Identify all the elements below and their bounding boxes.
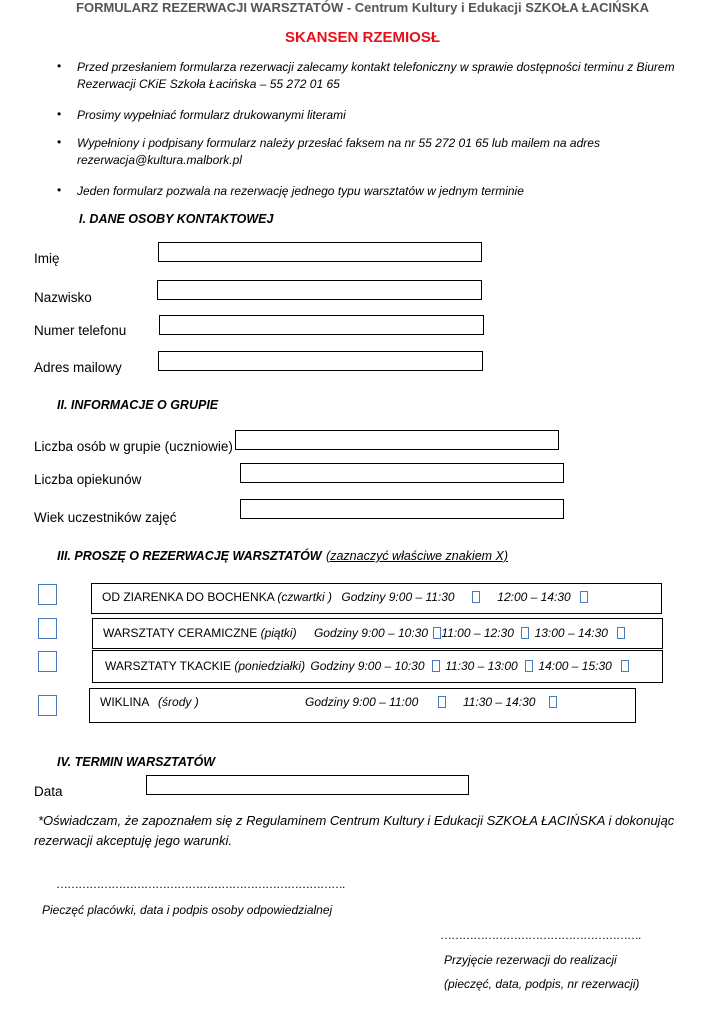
workshop-name: WARSZTATY TKACKIE [105, 659, 232, 673]
workshop-hours: Godziny 9:00 – 10:30 [313, 626, 429, 640]
label-guardians: Liczba opiekunów [34, 472, 142, 487]
bullet-marker: • [57, 59, 62, 73]
label-group-size: Liczba osób w grupie (uczniowie) [34, 439, 233, 454]
label-email: Adres mailowy [34, 360, 122, 375]
form-header: FORMULARZ REZERWACJI WARSZTATÓW - Centrum Kultury i Edukacji SZKOŁA ŁACIŃSKA [76, 0, 649, 15]
declaration-line1: *Oświadczam, że zapoznałem się z Regulaminem Centrum Kultury i Edukacji SZKOŁA ŁACIŃSKA i dokonując [38, 813, 675, 828]
first-name-field[interactable] [158, 242, 482, 262]
slot-checkbox[interactable] [525, 660, 533, 672]
workshop-checkbox-weaving[interactable] [38, 651, 57, 672]
section-group-heading: II. INFORMACJE O GRUPIE [57, 398, 219, 412]
slot-checkbox[interactable] [472, 591, 480, 603]
slot-checkbox[interactable] [580, 591, 588, 603]
workshop-day: (piątki) [260, 626, 297, 640]
age-field[interactable] [240, 499, 564, 519]
label-last-name: Nazwisko [34, 290, 92, 305]
slot-checkbox[interactable] [549, 696, 557, 708]
signature-dots-right: ………………………………………………. [440, 928, 641, 942]
bullet-marker: • [57, 183, 62, 197]
workshop-row-wicker-content [100, 695, 557, 709]
section-date-heading: IV. TERMIN WARSZTATÓW [57, 755, 216, 769]
label-first-name: Imię [34, 251, 60, 266]
bullet-contact-line2: Rezerwacji CKiE Szkoła Łacińska – 55 272 01 65 [77, 77, 340, 91]
workshop-day: (środy ) [158, 695, 199, 709]
guardians-field[interactable] [240, 463, 564, 483]
section-booking-heading-row [57, 547, 508, 565]
section-booking-heading: III. PROSZĘ O REZERWACJĘ WARSZTATÓW [57, 549, 322, 563]
slot-checkbox[interactable] [621, 660, 629, 672]
bullet-print-letters: Prosimy wypełniać formularz drukowanymi literami [77, 108, 346, 122]
workshop-name: WIKLINA [100, 695, 149, 709]
declaration-line2: rezerwacji akceptuję jego warunki. [34, 833, 232, 848]
label-age: Wiek uczestników zajęć [34, 510, 177, 525]
workshop-slot: 11:00 – 12:30 [441, 626, 514, 640]
workshop-slot: 11:30 – 14:30 [462, 695, 536, 709]
group-size-field[interactable] [235, 430, 559, 450]
last-name-field[interactable] [157, 280, 482, 300]
date-field[interactable] [146, 775, 469, 795]
slot-checkbox[interactable] [521, 627, 529, 639]
booking-note: (zaznaczyć właściwe znakiem X) [326, 549, 509, 563]
stamp-signature-label: Pieczęć placówki, data i podpis osoby odpowiedzialnej [42, 903, 333, 917]
workshop-row-ceramics-content [103, 626, 625, 640]
bullet-send-line1: Wypełniony i podpisany formularz należy przesłać faksem na nr 55 272 01 65 lub mailem na adres [77, 136, 600, 150]
bullet-one-form: Jeden formularz pozwala na rezerwację jednego typu warsztatów w jednym terminie [77, 184, 524, 198]
label-date: Data [34, 784, 63, 799]
workshop-hours: Godziny 9:00 – 11:00 [305, 695, 419, 709]
workshop-hours: Godziny 9:00 – 10:30 [310, 659, 425, 673]
section-contact-heading: I. DANE OSOBY KONTAKTOWEJ [79, 212, 274, 226]
workshop-row-weaving-content [105, 659, 629, 673]
bullet-marker: • [57, 135, 62, 149]
workshop-row-bread-content [102, 590, 588, 604]
workshop-slot: 12:00 – 14:30 [497, 590, 571, 604]
phone-field[interactable] [159, 315, 484, 335]
bullet-send-line2: rezerwacja@kultura.malbork.pl [77, 153, 242, 167]
slot-checkbox[interactable] [432, 660, 440, 672]
workshop-slot: 13:00 – 14:30 [534, 626, 608, 640]
accept-label: Przyjęcie rezerwacji do realizacji [444, 953, 617, 967]
form-title: SKANSEN RZEMIOSŁ [284, 29, 440, 46]
slot-checkbox[interactable] [438, 696, 446, 708]
workshop-slot: 14:00 – 15:30 [538, 659, 612, 673]
slot-checkbox[interactable] [617, 627, 625, 639]
workshop-hours: Godziny 9:00 – 11:30 [341, 590, 455, 604]
bullet-contact-line1: Przed przesłaniem formularza rezerwacji zalecamy kontakt telefoniczny w sprawie dostępności terminu z Biurem [77, 60, 675, 74]
workshop-name: WARSZTATY CERAMICZNE [103, 626, 258, 640]
workshop-checkbox-wicker[interactable] [38, 695, 57, 716]
accept-detail: (pieczęć, data, podpis, nr rezerwacji) [444, 977, 640, 991]
workshop-checkbox-bread[interactable] [38, 584, 57, 605]
workshop-day: (czwartki ) [277, 590, 333, 604]
label-phone: Numer telefonu [34, 323, 127, 338]
workshop-name: OD ZIARENKA DO BOCHENKA [102, 590, 275, 604]
signature-dots-left: ……………………………………………………………………. [56, 877, 345, 891]
workshop-day: (poniedziałki) [234, 659, 306, 673]
bullet-marker: • [57, 107, 62, 121]
email-field[interactable] [158, 351, 483, 371]
workshop-checkbox-ceramics[interactable] [38, 618, 57, 639]
workshop-slot: 11:30 – 13:00 [445, 659, 518, 673]
